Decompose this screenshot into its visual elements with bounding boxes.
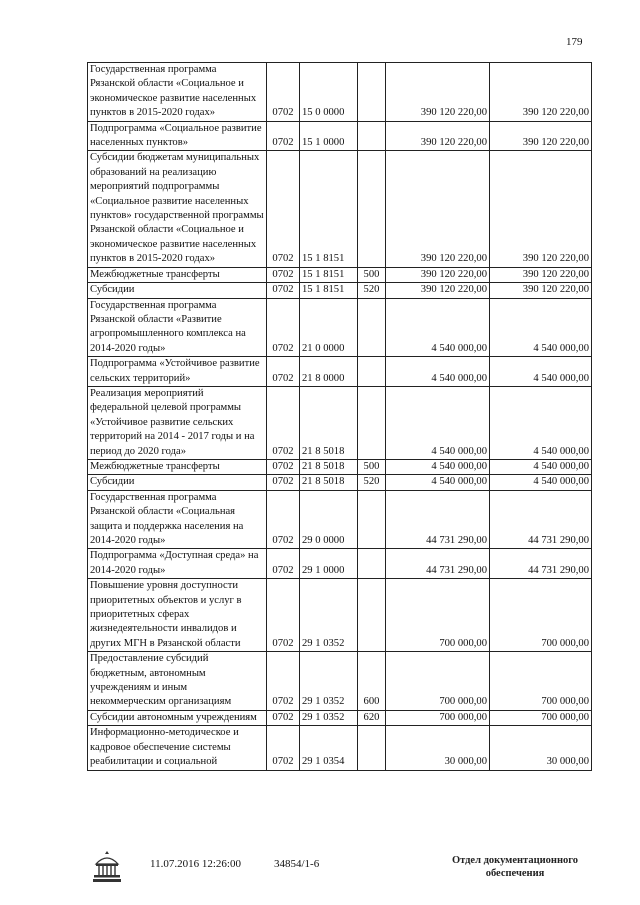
row-target-code: 29 1 0000 xyxy=(300,549,358,579)
table-row xyxy=(88,283,592,298)
row-amount-1: 390 120 220,00 xyxy=(386,283,490,298)
row-target-code: 21 8 5018 xyxy=(300,459,358,474)
table-row xyxy=(88,726,592,770)
row-name: Подпрограмма «Социальное развитие населенных пунктов» xyxy=(88,121,267,151)
row-expense-type xyxy=(358,151,386,267)
row-amount-2: 4 540 000,00 xyxy=(490,357,592,387)
row-expense-type: 520 xyxy=(358,475,386,490)
row-target-code: 29 0 0000 xyxy=(300,490,358,549)
row-expense-type: 500 xyxy=(358,267,386,282)
row-amount-1: 390 120 220,00 xyxy=(386,121,490,151)
table-row xyxy=(88,63,592,122)
row-section-code: 0702 xyxy=(267,283,300,298)
row-expense-type xyxy=(358,549,386,579)
row-amount-2: 4 540 000,00 xyxy=(490,298,592,357)
row-target-code: 21 8 0000 xyxy=(300,357,358,387)
row-expense-type: 520 xyxy=(358,283,386,298)
row-section-code: 0702 xyxy=(267,357,300,387)
table-row xyxy=(88,549,592,579)
table-row xyxy=(88,459,592,474)
row-section-code: 0702 xyxy=(267,490,300,549)
row-target-code: 29 1 0354 xyxy=(300,726,358,770)
row-amount-2: 44 731 290,00 xyxy=(490,549,592,579)
row-section-code: 0702 xyxy=(267,652,300,711)
row-expense-type: 620 xyxy=(358,710,386,725)
row-name: Предоставление субсидий бюджетным, автономным учреждениям и иным некоммерческим организациям xyxy=(88,652,267,711)
table-row xyxy=(88,652,592,711)
row-amount-1: 390 120 220,00 xyxy=(386,63,490,122)
row-target-code: 29 1 0352 xyxy=(300,710,358,725)
table-row xyxy=(88,357,592,387)
footer-timestamp: 11.07.2016 12:26:00 xyxy=(150,858,241,870)
row-amount-2: 390 120 220,00 xyxy=(490,267,592,282)
row-name: Подпрограмма «Доступная среда» на 2014-2020 годы» xyxy=(88,549,267,579)
row-amount-2: 700 000,00 xyxy=(490,710,592,725)
row-section-code: 0702 xyxy=(267,710,300,725)
row-amount-1: 390 120 220,00 xyxy=(386,151,490,267)
table-body xyxy=(88,63,592,771)
row-section-code: 0702 xyxy=(267,151,300,267)
row-amount-2: 4 540 000,00 xyxy=(490,386,592,459)
row-amount-1: 44 731 290,00 xyxy=(386,549,490,579)
row-section-code: 0702 xyxy=(267,459,300,474)
row-amount-2: 390 120 220,00 xyxy=(490,151,592,267)
row-name: Субсидии xyxy=(88,283,267,298)
row-amount-2: 390 120 220,00 xyxy=(490,283,592,298)
row-name: Субсидии бюджетам муниципальных образований на реализацию мероприятий подпрограммы «Социальное развитие населенных пунктов» государственной программы Рязанской области «Социальное и экономическое развитие населенных пунктов в 2015-2020 годах» xyxy=(88,151,267,267)
row-name: Государственная программа Рязанской области «Развитие агропромышленного комплекса на 2014-2020 годы» xyxy=(88,298,267,357)
row-amount-1: 4 540 000,00 xyxy=(386,357,490,387)
footer-office: Отдел документационного обеспечения xyxy=(451,855,579,879)
row-expense-type xyxy=(358,298,386,357)
row-amount-1: 44 731 290,00 xyxy=(386,490,490,549)
row-name: Реализация мероприятий федеральной целевой программы «Устойчивое развитие сельских территорий на 2014 - 2017 годы и на период до 2020 года» xyxy=(88,386,267,459)
row-name: Межбюджетные трансферты xyxy=(88,459,267,474)
budget-table xyxy=(87,62,592,771)
row-section-code: 0702 xyxy=(267,63,300,122)
row-target-code: 29 1 0352 xyxy=(300,579,358,652)
row-amount-2: 30 000,00 xyxy=(490,726,592,770)
row-amount-2: 700 000,00 xyxy=(490,579,592,652)
table-row xyxy=(88,121,592,151)
row-amount-1: 700 000,00 xyxy=(386,579,490,652)
row-expense-type: 600 xyxy=(358,652,386,711)
row-expense-type xyxy=(358,63,386,122)
row-amount-2: 44 731 290,00 xyxy=(490,490,592,549)
row-amount-2: 4 540 000,00 xyxy=(490,475,592,490)
table-row xyxy=(88,298,592,357)
row-expense-type xyxy=(358,357,386,387)
row-target-code: 21 0 0000 xyxy=(300,298,358,357)
row-target-code: 15 0 0000 xyxy=(300,63,358,122)
row-section-code: 0702 xyxy=(267,298,300,357)
table-row xyxy=(88,710,592,725)
table-row xyxy=(88,490,592,549)
row-section-code: 0702 xyxy=(267,386,300,459)
table-row xyxy=(88,475,592,490)
row-section-code: 0702 xyxy=(267,267,300,282)
row-amount-1: 4 540 000,00 xyxy=(386,475,490,490)
row-name: Информационно-методическое и кадровое обеспечение системы реабилитации и социальной xyxy=(88,726,267,770)
row-amount-2: 390 120 220,00 xyxy=(490,121,592,151)
row-amount-1: 30 000,00 xyxy=(386,726,490,770)
table-row xyxy=(88,386,592,459)
row-name: Подпрограмма «Устойчивое развитие сельских территорий» xyxy=(88,357,267,387)
table-row xyxy=(88,151,592,267)
row-name: Государственная программа Рязанской области «Социальное и экономическое развитие населенных пунктов в 2015-2020 годах» xyxy=(88,63,267,122)
row-target-code: 15 1 8151 xyxy=(300,151,358,267)
row-target-code: 21 8 5018 xyxy=(300,386,358,459)
row-amount-1: 700 000,00 xyxy=(386,652,490,711)
row-amount-1: 700 000,00 xyxy=(386,710,490,725)
row-expense-type: 500 xyxy=(358,459,386,474)
page-number: 179 xyxy=(566,36,583,48)
row-section-code: 0702 xyxy=(267,726,300,770)
row-target-code: 15 1 8151 xyxy=(300,267,358,282)
row-target-code: 21 8 5018 xyxy=(300,475,358,490)
footer-doc-number: 34854/1-6 xyxy=(274,858,320,870)
table-row xyxy=(88,579,592,652)
row-target-code: 29 1 0352 xyxy=(300,652,358,711)
row-section-code: 0702 xyxy=(267,475,300,490)
row-amount-2: 700 000,00 xyxy=(490,652,592,711)
row-target-code: 15 1 8151 xyxy=(300,283,358,298)
row-expense-type xyxy=(358,386,386,459)
row-name: Межбюджетные трансферты xyxy=(88,267,267,282)
table-row xyxy=(88,267,592,282)
duma-building-icon xyxy=(92,848,122,884)
row-amount-2: 4 540 000,00 xyxy=(490,459,592,474)
row-expense-type xyxy=(358,579,386,652)
row-name: Государственная программа Рязанской области «Социальная защита и поддержка населения на 2014-2020 годы» xyxy=(88,490,267,549)
row-name: Субсидии xyxy=(88,475,267,490)
row-amount-1: 4 540 000,00 xyxy=(386,298,490,357)
row-amount-2: 390 120 220,00 xyxy=(490,63,592,122)
row-section-code: 0702 xyxy=(267,121,300,151)
row-amount-1: 4 540 000,00 xyxy=(386,459,490,474)
row-amount-1: 390 120 220,00 xyxy=(386,267,490,282)
row-expense-type xyxy=(358,121,386,151)
row-amount-1: 4 540 000,00 xyxy=(386,386,490,459)
row-target-code: 15 1 0000 xyxy=(300,121,358,151)
row-name: Субсидии автономным учреждениям xyxy=(88,710,267,725)
row-section-code: 0702 xyxy=(267,549,300,579)
row-name: Повышение уровня доступности приоритетных объектов и услуг в приоритетных сферах жизнедеятельности инвалидов и других МГН в Рязанской области xyxy=(88,579,267,652)
row-section-code: 0702 xyxy=(267,579,300,652)
row-expense-type xyxy=(358,490,386,549)
row-expense-type xyxy=(358,726,386,770)
